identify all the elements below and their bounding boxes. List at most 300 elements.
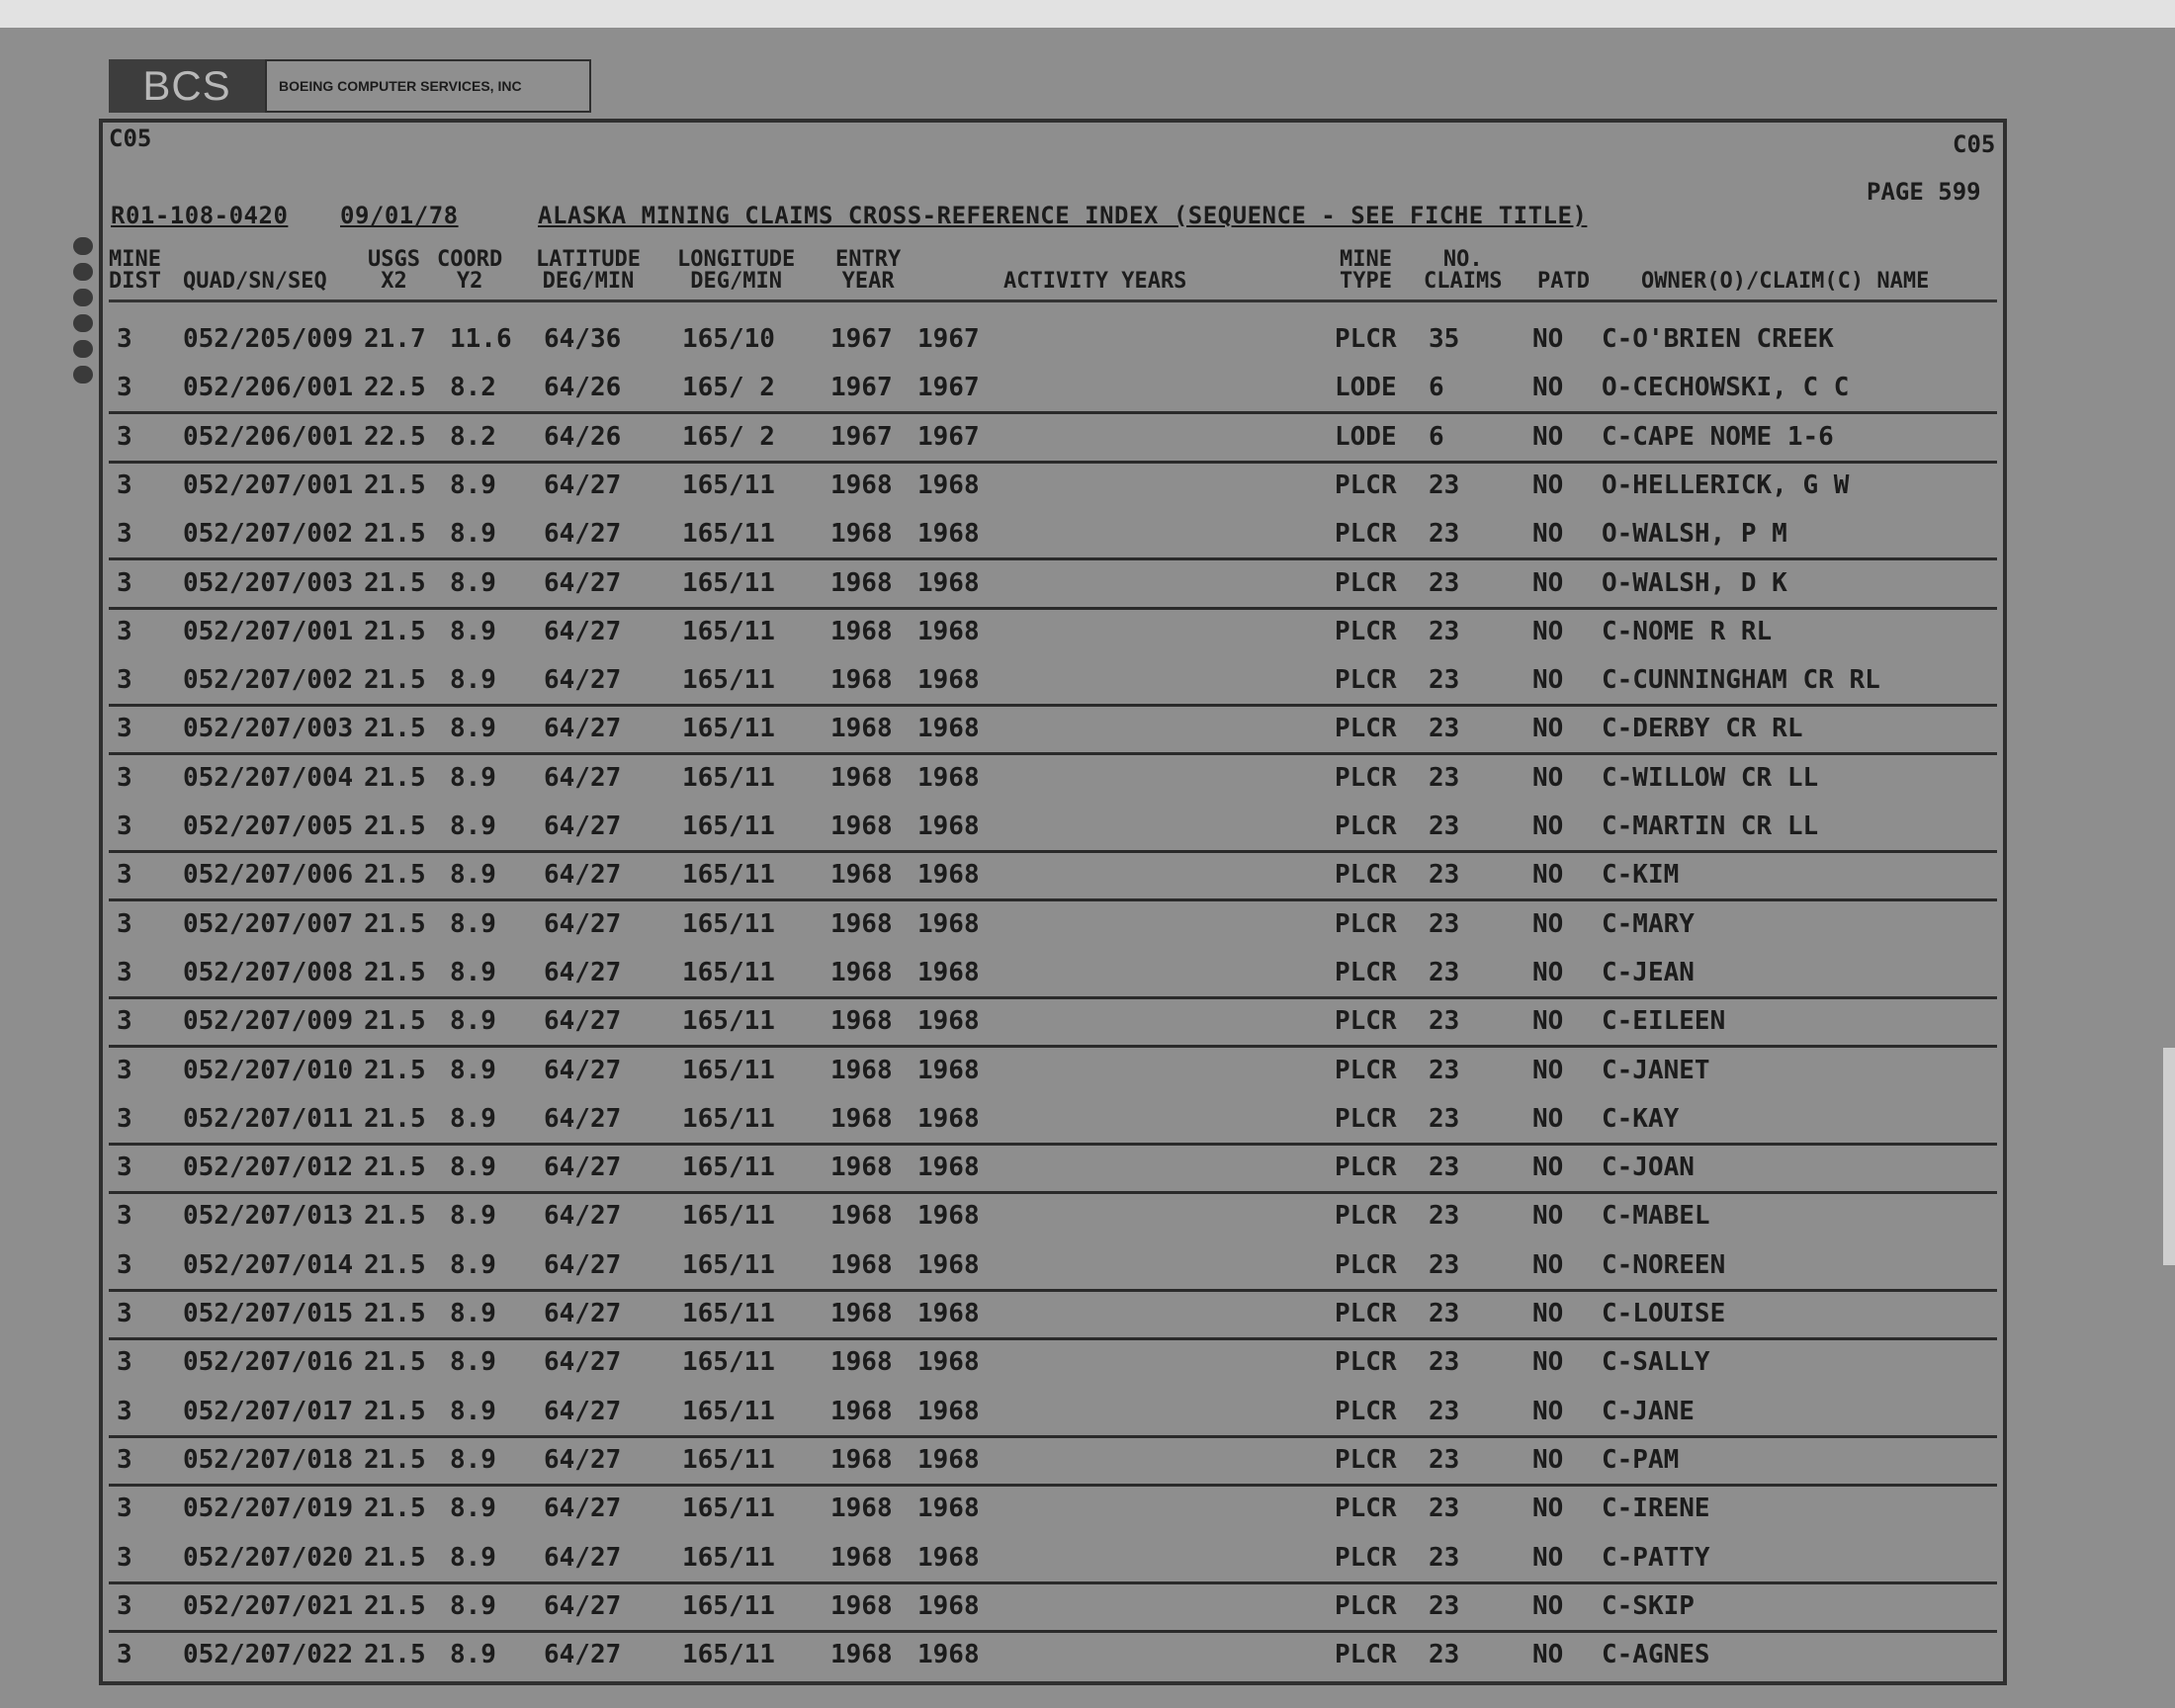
cell-owner: C-AGNES (1602, 1640, 1710, 1669)
cell-lon: 165/ 2 (682, 373, 775, 402)
cell-activity: 1968 (917, 617, 980, 646)
cell-lon: 165/11 (682, 470, 775, 500)
cell-type: PLCR (1335, 1543, 1397, 1573)
cell-lon: 165/11 (682, 860, 775, 890)
cell-dist: 3 (117, 860, 132, 890)
cell-x: 21.5 (364, 1494, 426, 1523)
cell-patd: NO (1532, 1201, 1564, 1231)
cell-lat: 64/27 (544, 470, 622, 500)
cell-lon: 165/11 (682, 909, 775, 939)
cell-activity: 1968 (917, 1056, 980, 1085)
cell-entry: 1968 (830, 1591, 893, 1621)
cell-x: 21.5 (364, 1250, 426, 1280)
cell-dist: 3 (117, 373, 132, 402)
cell-claims: 23 (1429, 470, 1460, 500)
cell-quad: 052/207/015 (183, 1299, 354, 1328)
cell-lon: 165/11 (682, 1250, 775, 1280)
cell-patd: NO (1532, 860, 1564, 890)
cell-lon: 165/11 (682, 763, 775, 793)
cell-type: PLCR (1335, 1056, 1397, 1085)
cell-patd: NO (1532, 324, 1564, 354)
cell-type: LODE (1335, 422, 1397, 452)
cell-activity: 1968 (917, 860, 980, 890)
cell-x: 21.5 (364, 1397, 426, 1426)
cell-dist: 3 (117, 1494, 132, 1523)
table-row (109, 1046, 1997, 1094)
cell-dist: 3 (117, 1006, 132, 1036)
cell-x: 21.5 (364, 1201, 426, 1231)
table-row (109, 1533, 1997, 1584)
cell-owner: C-CAPE NOME 1-6 (1602, 422, 1834, 452)
table-row (109, 899, 1997, 948)
cell-claims: 23 (1429, 958, 1460, 987)
cell-dist: 3 (117, 763, 132, 793)
cell-lat: 64/27 (544, 1250, 622, 1280)
cell-dist: 3 (117, 1445, 132, 1475)
table-row (109, 704, 1997, 755)
cell-y: 8.2 (450, 373, 496, 402)
cell-type: PLCR (1335, 714, 1397, 743)
cell-y: 8.9 (450, 1640, 496, 1669)
cell-claims: 23 (1429, 1250, 1460, 1280)
table-row (109, 1581, 1997, 1633)
cell-owner: C-JOAN (1602, 1153, 1695, 1182)
cell-y: 8.9 (450, 470, 496, 500)
cell-activity: 1968 (917, 909, 980, 939)
cell-patd: NO (1532, 1494, 1564, 1523)
cell-y: 8.2 (450, 422, 496, 452)
cell-quad: 052/207/021 (183, 1591, 354, 1621)
cell-dist: 3 (117, 1299, 132, 1328)
column-header-y (437, 249, 502, 293)
cell-lat: 64/27 (544, 568, 622, 598)
cell-owner: C-MABEL (1602, 1201, 1710, 1231)
cell-lon: 165/11 (682, 665, 775, 695)
column-header-line1 (1641, 249, 1929, 271)
cell-lon: 165/11 (682, 1201, 775, 1231)
punch-dot (73, 314, 93, 332)
cell-y: 8.9 (450, 1445, 496, 1475)
column-header-line1: COORD (437, 247, 503, 272)
cell-lat: 64/27 (544, 860, 622, 890)
cell-entry: 1968 (830, 860, 893, 890)
cell-claims: 23 (1429, 1640, 1460, 1669)
cell-lon: 165/11 (682, 1640, 775, 1669)
column-header-line1 (1003, 249, 1186, 271)
cell-activity: 1968 (917, 1591, 980, 1621)
cell-quad: 052/207/011 (183, 1104, 354, 1134)
table-row (109, 1630, 1997, 1678)
column-header-line2: Y2 (456, 269, 483, 294)
cell-y: 8.9 (450, 1591, 496, 1621)
cell-dist: 3 (117, 519, 132, 549)
report-id: R01-108-0420 (111, 202, 289, 229)
cell-y: 8.9 (450, 1299, 496, 1328)
cell-lat: 64/27 (544, 763, 622, 793)
table-row (109, 996, 1997, 1048)
column-header-line2: DIST (109, 269, 161, 294)
cell-activity: 1968 (917, 1543, 980, 1573)
cell-x: 21.7 (364, 324, 426, 354)
cell-claims: 23 (1429, 1397, 1460, 1426)
cell-y: 8.9 (450, 1250, 496, 1280)
cell-claims: 35 (1429, 324, 1460, 354)
cell-quad: 052/207/001 (183, 617, 354, 646)
logo-company-name: BOEING COMPUTER SERVICES, INC (265, 59, 591, 113)
cell-y: 8.9 (450, 1397, 496, 1426)
corner-code-right: C05 (1953, 130, 1996, 158)
cell-claims: 23 (1429, 1056, 1460, 1085)
cell-type: PLCR (1335, 1591, 1397, 1621)
cell-type: PLCR (1335, 811, 1397, 841)
cell-owner: C-MARY (1602, 909, 1695, 939)
cell-claims: 23 (1429, 909, 1460, 939)
cell-type: PLCR (1335, 763, 1397, 793)
cell-activity: 1968 (917, 714, 980, 743)
cell-lat: 64/27 (544, 1299, 622, 1328)
column-header-lat (536, 249, 641, 293)
cell-entry: 1968 (830, 1299, 893, 1328)
cell-quad: 052/207/020 (183, 1543, 354, 1573)
cell-y: 8.9 (450, 1347, 496, 1377)
cell-dist: 3 (117, 568, 132, 598)
cell-claims: 23 (1429, 1543, 1460, 1573)
cell-lon: 165/11 (682, 1006, 775, 1036)
punch-dot (73, 366, 93, 384)
cell-entry: 1968 (830, 470, 893, 500)
punch-dots (73, 237, 97, 391)
cell-claims: 23 (1429, 811, 1460, 841)
cell-patd: NO (1532, 1445, 1564, 1475)
cell-lon: 165/11 (682, 1299, 775, 1328)
cell-dist: 3 (117, 1153, 132, 1182)
cell-type: PLCR (1335, 1494, 1397, 1523)
cell-activity: 1968 (917, 1397, 980, 1426)
cell-lon: 165/11 (682, 1397, 775, 1426)
cell-x: 21.5 (364, 958, 426, 987)
cell-lon: 165/11 (682, 568, 775, 598)
table-row (109, 1387, 1997, 1438)
cell-quad: 052/207/022 (183, 1640, 354, 1669)
column-header-line1 (183, 249, 327, 271)
punch-dot (73, 263, 93, 281)
cell-lat: 64/27 (544, 1056, 622, 1085)
cell-activity: 1968 (917, 1153, 980, 1182)
column-header-quad (183, 249, 327, 293)
cell-patd: NO (1532, 665, 1564, 695)
cell-y: 8.9 (450, 1543, 496, 1573)
table-row (109, 412, 1997, 464)
cell-y: 8.9 (450, 1104, 496, 1134)
column-header-dist (109, 249, 161, 293)
cell-type: PLCR (1335, 1006, 1397, 1036)
cell-dist: 3 (117, 1640, 132, 1669)
column-header-x (368, 249, 420, 293)
cell-activity: 1968 (917, 958, 980, 987)
table-row (109, 1484, 1997, 1532)
cell-x: 21.5 (364, 1299, 426, 1328)
cell-type: PLCR (1335, 470, 1397, 500)
cell-patd: NO (1532, 1299, 1564, 1328)
cell-x: 21.5 (364, 860, 426, 890)
cell-claims: 23 (1429, 519, 1460, 549)
cell-lon: 165/11 (682, 1153, 775, 1182)
column-header-line2: X2 (381, 269, 407, 294)
cell-lat: 64/27 (544, 714, 622, 743)
table-row (109, 1289, 1997, 1340)
cell-patd: NO (1532, 422, 1564, 452)
cell-dist: 3 (117, 1104, 132, 1134)
cell-activity: 1968 (917, 1640, 980, 1669)
cell-owner: C-PAM (1602, 1445, 1680, 1475)
table-row (109, 753, 1997, 802)
cell-claims: 23 (1429, 1347, 1460, 1377)
cell-owner: O-WALSH, D K (1602, 568, 1787, 598)
cell-claims: 23 (1429, 617, 1460, 646)
cell-lat: 64/27 (544, 909, 622, 939)
table-row (109, 1191, 1997, 1239)
cell-entry: 1968 (830, 1543, 893, 1573)
cell-lon: 165/11 (682, 958, 775, 987)
column-header-line2: YEAR (841, 269, 895, 294)
cell-entry: 1968 (830, 811, 893, 841)
cell-quad: 052/207/006 (183, 860, 354, 890)
cell-entry: 1968 (830, 763, 893, 793)
cell-claims: 23 (1429, 860, 1460, 890)
cell-lat: 64/26 (544, 422, 622, 452)
column-header-type (1340, 249, 1392, 293)
cell-lat: 64/27 (544, 1397, 622, 1426)
cell-lon: 165/10 (682, 324, 775, 354)
cell-patd: NO (1532, 1153, 1564, 1182)
cell-owner: C-IRENE (1602, 1494, 1710, 1523)
table-row (109, 314, 1997, 363)
cell-patd: NO (1532, 909, 1564, 939)
column-header-line2: CLAIMS (1424, 269, 1503, 294)
cell-owner: C-PATTY (1602, 1543, 1710, 1573)
cell-quad: 052/207/018 (183, 1445, 354, 1475)
cell-owner: O-HELLERICK, G W (1602, 470, 1850, 500)
cell-type: PLCR (1335, 860, 1397, 890)
cell-activity: 1968 (917, 519, 980, 549)
cell-activity: 1968 (917, 665, 980, 695)
cell-type: PLCR (1335, 1299, 1397, 1328)
cell-activity: 1968 (917, 1299, 980, 1328)
cell-lat: 64/27 (544, 1153, 622, 1182)
cell-x: 21.5 (364, 811, 426, 841)
cell-entry: 1968 (830, 519, 893, 549)
cell-x: 21.5 (364, 1445, 426, 1475)
cell-entry: 1968 (830, 568, 893, 598)
cell-activity: 1968 (917, 763, 980, 793)
cell-lat: 64/27 (544, 1201, 622, 1231)
cell-quad: 052/207/002 (183, 665, 354, 695)
table-row (109, 607, 1997, 655)
cell-lon: 165/11 (682, 1347, 775, 1377)
cell-activity: 1968 (917, 1201, 980, 1231)
cell-lat: 64/27 (544, 1591, 622, 1621)
cell-type: PLCR (1335, 665, 1397, 695)
cell-entry: 1968 (830, 1445, 893, 1475)
cell-lat: 64/27 (544, 1640, 622, 1669)
cell-claims: 23 (1429, 1591, 1460, 1621)
cell-lat: 64/27 (544, 1006, 622, 1036)
cell-owner: C-O'BRIEN CREEK (1602, 324, 1834, 354)
cell-lon: 165/11 (682, 1591, 775, 1621)
cell-patd: NO (1532, 617, 1564, 646)
table-row (109, 1435, 1997, 1487)
cell-entry: 1968 (830, 1640, 893, 1669)
cell-y: 8.9 (450, 1006, 496, 1036)
cell-dist: 3 (117, 909, 132, 939)
cell-owner: C-SALLY (1602, 1347, 1710, 1377)
cell-owner: C-MARTIN CR LL (1602, 811, 1819, 841)
cell-activity: 1967 (917, 324, 980, 354)
cell-lat: 64/27 (544, 519, 622, 549)
cell-entry: 1968 (830, 665, 893, 695)
cell-patd: NO (1532, 714, 1564, 743)
cell-entry: 1968 (830, 1347, 893, 1377)
cell-patd: NO (1532, 1056, 1564, 1085)
cell-type: PLCR (1335, 568, 1397, 598)
cell-quad: 052/207/016 (183, 1347, 354, 1377)
cell-lat: 64/27 (544, 1104, 622, 1134)
cell-claims: 23 (1429, 1494, 1460, 1523)
cell-type: PLCR (1335, 1445, 1397, 1475)
cell-x: 21.5 (364, 1640, 426, 1669)
cell-x: 21.5 (364, 714, 426, 743)
cell-claims: 23 (1429, 714, 1460, 743)
cell-owner: C-JANE (1602, 1397, 1695, 1426)
cell-entry: 1968 (830, 1201, 893, 1231)
cell-patd: NO (1532, 1347, 1564, 1377)
cell-dist: 3 (117, 1543, 132, 1573)
cell-claims: 23 (1429, 1445, 1460, 1475)
cell-x: 21.5 (364, 470, 426, 500)
column-header-line1: USGS (368, 247, 420, 272)
table-row (109, 558, 1997, 610)
cell-x: 21.5 (364, 1006, 426, 1036)
cell-entry: 1968 (830, 1153, 893, 1182)
cell-lon: 165/11 (682, 1494, 775, 1523)
column-header-line1: NO. (1442, 247, 1483, 272)
cell-claims: 23 (1429, 1006, 1460, 1036)
page-number: PAGE 599 (1867, 178, 1981, 206)
cell-claims: 6 (1429, 373, 1444, 402)
cell-dist: 3 (117, 665, 132, 695)
cell-activity: 1968 (917, 1104, 980, 1134)
scan-top-strip (0, 0, 2175, 30)
cell-dist: 3 (117, 1397, 132, 1426)
cell-entry: 1968 (830, 1250, 893, 1280)
cell-dist: 3 (117, 1250, 132, 1280)
cell-activity: 1968 (917, 1006, 980, 1036)
cell-entry: 1968 (830, 1006, 893, 1036)
cell-entry: 1968 (830, 909, 893, 939)
cell-lat: 64/27 (544, 617, 622, 646)
column-header-line2: TYPE (1340, 269, 1392, 294)
column-header-claims (1424, 249, 1502, 293)
cell-quad: 052/207/003 (183, 568, 354, 598)
cell-lat: 64/27 (544, 958, 622, 987)
table-row (109, 1337, 1997, 1386)
cell-quad: 052/207/019 (183, 1494, 354, 1523)
cell-quad: 052/206/001 (183, 422, 354, 452)
cell-y: 8.9 (450, 1153, 496, 1182)
cell-activity: 1968 (917, 1347, 980, 1377)
cell-lon: 165/11 (682, 811, 775, 841)
cell-x: 22.5 (364, 373, 426, 402)
cell-entry: 1967 (830, 324, 893, 354)
column-header-entry (835, 249, 901, 293)
cell-x: 21.5 (364, 665, 426, 695)
cell-patd: NO (1532, 1397, 1564, 1426)
cell-type: LODE (1335, 373, 1397, 402)
cell-y: 8.9 (450, 1494, 496, 1523)
cell-lon: 165/11 (682, 519, 775, 549)
cell-x: 21.5 (364, 1153, 426, 1182)
cell-quad: 052/205/009 (183, 324, 354, 354)
cell-activity: 1968 (917, 811, 980, 841)
cell-x: 21.5 (364, 1056, 426, 1085)
cell-lon: 165/11 (682, 1445, 775, 1475)
cell-activity: 1968 (917, 1494, 980, 1523)
cell-lat: 64/27 (544, 1445, 622, 1475)
cell-x: 21.5 (364, 1543, 426, 1573)
cell-type: PLCR (1335, 909, 1397, 939)
cell-quad: 052/207/008 (183, 958, 354, 987)
cell-quad: 052/206/001 (183, 373, 354, 402)
cell-dist: 3 (117, 422, 132, 452)
cell-owner: C-NOME R RL (1602, 617, 1773, 646)
cell-lat: 64/27 (544, 1543, 622, 1573)
column-header-line1: LATITUDE (536, 247, 641, 272)
table-row (109, 461, 1997, 509)
column-header-line2: OWNER(O)/CLAIM(C) NAME (1641, 269, 1930, 294)
cell-quad: 052/207/012 (183, 1153, 354, 1182)
cell-y: 8.9 (450, 665, 496, 695)
cell-owner: O-CECHOWSKI, C C (1602, 373, 1850, 402)
cell-y: 8.9 (450, 1201, 496, 1231)
cell-lat: 64/36 (544, 324, 622, 354)
cell-type: PLCR (1335, 1397, 1397, 1426)
table-row (109, 1240, 1997, 1292)
cell-x: 21.5 (364, 909, 426, 939)
punch-dot (73, 289, 93, 306)
cell-type: PLCR (1335, 1347, 1397, 1377)
cell-quad: 052/207/014 (183, 1250, 354, 1280)
table-row (109, 850, 1997, 901)
report-date: 09/01/78 (340, 202, 459, 229)
cell-owner: C-CUNNINGHAM CR RL (1602, 665, 1880, 695)
cell-y: 8.9 (450, 568, 496, 598)
cell-type: PLCR (1335, 1104, 1397, 1134)
cell-dist: 3 (117, 470, 132, 500)
cell-lon: 165/11 (682, 1056, 775, 1085)
cell-type: PLCR (1335, 519, 1397, 549)
cell-dist: 3 (117, 1201, 132, 1231)
cell-entry: 1968 (830, 1056, 893, 1085)
column-header-owner (1641, 249, 1929, 293)
column-header-line1: ENTRY (835, 247, 902, 272)
cell-dist: 3 (117, 714, 132, 743)
cell-lon: 165/11 (682, 617, 775, 646)
cell-y: 8.9 (450, 763, 496, 793)
cell-patd: NO (1532, 811, 1564, 841)
cell-entry: 1968 (830, 958, 893, 987)
cell-x: 21.5 (364, 519, 426, 549)
cell-claims: 23 (1429, 665, 1460, 695)
